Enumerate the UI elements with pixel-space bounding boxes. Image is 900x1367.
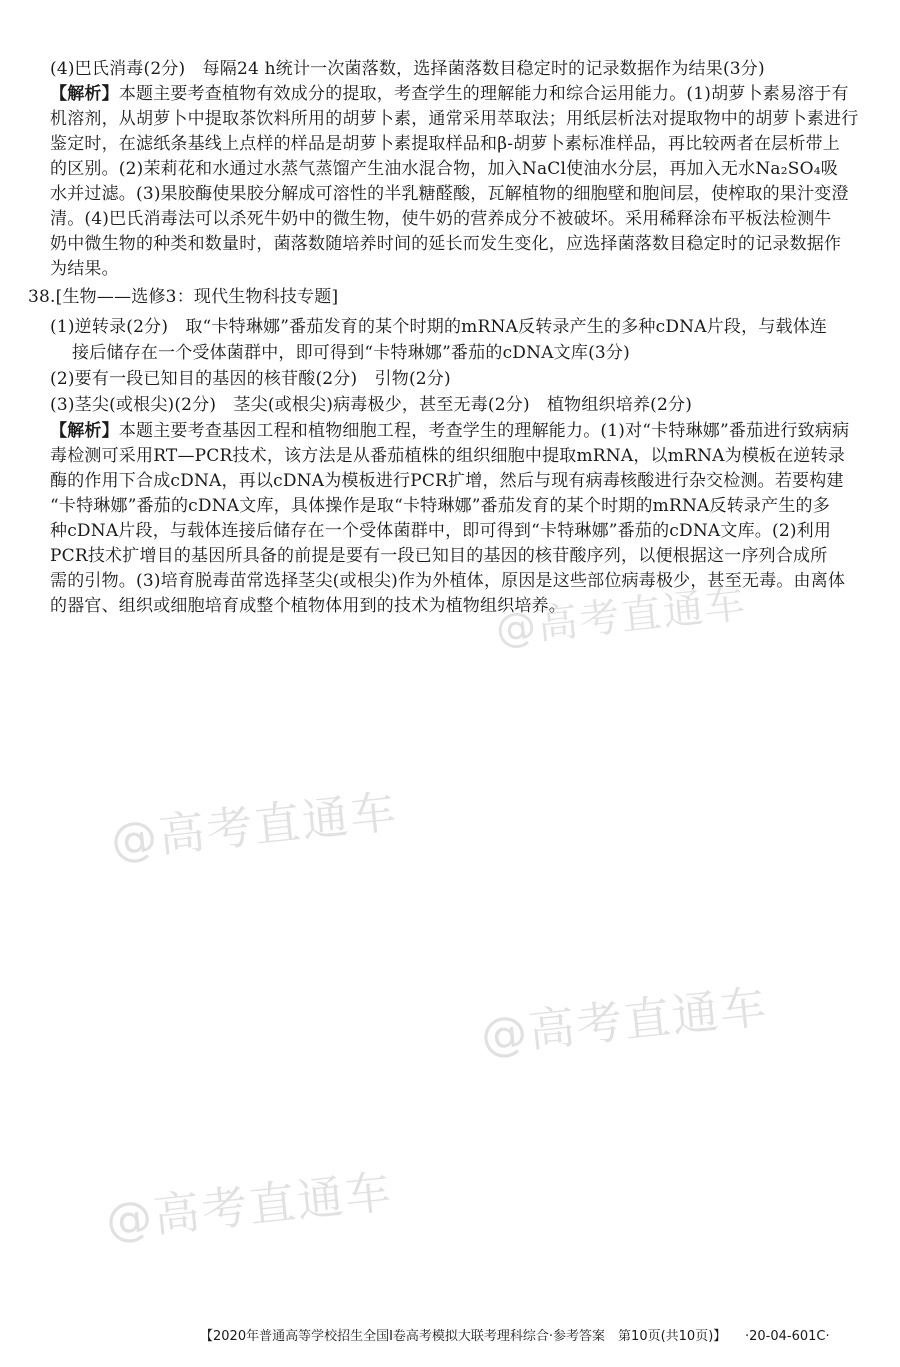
q38-analysis-line: 种cDNA片段，与载体连接后储存在一个受体菌群中，即可得到“卡特琳娜”番茄的cDNA文库。(2)利用 [50, 521, 832, 541]
q37-analysis-line [50, 82, 880, 107]
q37-analysis-line: 鉴定时，在滤纸条基线上点样的样品是胡萝卜素提取样品和β-胡萝卜素标准样品，再比较两者在层析带上 [50, 134, 840, 154]
watermark: @高考直通车 [478, 979, 771, 1063]
analysis-tag: 【解析】 [50, 421, 119, 441]
q37-answer-4: (4)巴氏消毒(2分) 每隔24 h统计一次菌落数，选择菌落数目稳定时的记录数据作为结果(3分) [50, 59, 765, 79]
watermark: @高考直通车 [103, 1164, 396, 1248]
q38-answer-line: 接后储存在一个受体菌群中，即可得到“卡特琳娜”番茄的cDNA文库(3分) [72, 343, 630, 363]
section-title: [生物——选修3：现代生物科技专题] [55, 287, 339, 307]
q37-analysis-line: 为结果。 [50, 259, 119, 279]
q37-analysis-line: 清。(4)巴氏消毒法可以杀死牛奶中的微生物，使牛奶的营养成分不被破坏。采用稀释涂布平板法检测牛 [50, 209, 832, 229]
analysis-tag: 【解析】 [50, 84, 119, 104]
q38-analysis-line: 需的引物。(3)培育脱毒苗常选择茎尖(或根尖)作为外植体，原因是这些部位病毒极少，甚至无毒。由离体 [50, 571, 846, 591]
q38-analysis-line: PCR技术扩增目的基因所具备的前提是要有一段已知目的基因的核苷酸序列，以便根据这一序列合成所 [50, 546, 828, 566]
q38-answer-line: (1)逆转录(2分) 取“卡特琳娜”番茄发育的某个时期的mRNA反转录产生的多种cDNA片段，与载体连 [50, 317, 828, 337]
q38-analysis-line: 毒检测可采用RT—PCR技术，该方法是从番茄植株的组织细胞中提取mRNA，以mRNA为模板在逆转录 [50, 446, 846, 466]
footer-text: 【2020年普通高等学校招生全国Ⅰ卷高考模拟大联考理科综合·参考答案 第10页(共10页)】 [200, 1329, 727, 1344]
q37-analysis-line: 机溶剂，从胡萝卜中提取茶饮料所用的胡萝卜素，通常采用萃取法；用纸层析法对提取物中的胡萝卜素进行 [50, 109, 859, 129]
q38-analysis-line: 的器官、组织或细胞培育成整个植物体用到的技术为植物组织培养。 [50, 596, 566, 616]
q38-analysis-line [50, 419, 880, 444]
q37-analysis-line: 奶中微生物的种类和数量时，菌落数随培养时间的延长而发生变化，应选择菌落数目稳定时的记录数据作 [50, 234, 842, 254]
watermark: @高考直通车 [108, 784, 401, 868]
analysis-text: 本题主要考查植物有效成分的提取，考查学生的理解能力和综合运用能力。(1)胡萝卜素易溶于有 [118, 84, 849, 104]
watermark: @高考直通车 [493, 580, 750, 654]
page-footer [200, 1327, 880, 1347]
q37-analysis-line: 的区别。(2)茉莉花和水通过水蒸气蒸馏产生油水混合物，加入NaCl使油水分层，再加入无水Na₂SO₄吸 [50, 159, 838, 179]
q38-answer-line: (3)茎尖(或根尖)(2分) 茎尖(或根尖)病毒极少，甚至无毒(2分) 植物组织培养(2分) [50, 395, 693, 415]
q37-analysis-line: 水并过滤。(3)果胶酶使果胶分解成可溶性的半乳糖醛酸，瓦解植物的细胞壁和胞间层，使榨取的果汁变澄 [50, 184, 849, 204]
question-number: 38. [28, 287, 56, 307]
q38-analysis-line: 酶的作用下合成cDNA，再以cDNA为模板进行PCR扩增，然后与现有病毒核酸进行杂交检测。若要构建 [50, 471, 844, 491]
q38-answer-line: (2)要有一段已知目的基因的核苷酸(2分) 引物(2分) [50, 369, 451, 389]
analysis-text: 本题主要考查基因工程和植物细胞工程，考查学生的理解能力。(1)对“卡特琳娜”番茄进行致病病 [118, 421, 850, 441]
q38-heading [28, 285, 858, 310]
footer-code: ·20-04-601C· [745, 1329, 830, 1344]
q38-analysis-line: “卡特琳娜”番茄的cDNA文库，具体操作是取“卡特琳娜”番茄发育的某个时期的mRNA反转录产生的多 [50, 496, 830, 516]
